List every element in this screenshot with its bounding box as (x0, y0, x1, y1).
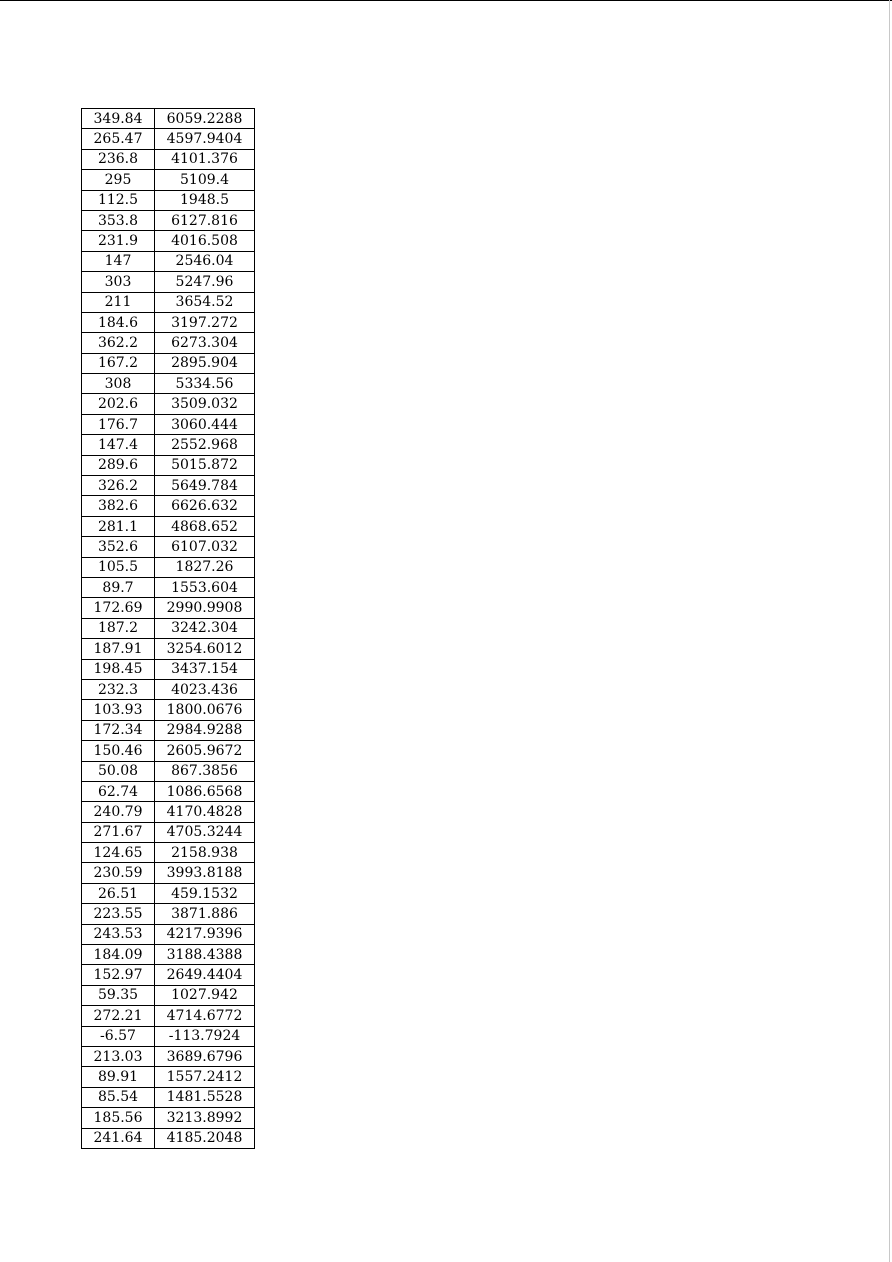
table-row (82, 741, 255, 761)
table-cell-product: 3254.6012 (155, 639, 255, 659)
table-cell-product: 4023.436 (155, 679, 255, 699)
table-row (82, 843, 255, 863)
table-cell-value: 50.08 (82, 761, 155, 781)
table-cell-product: 2990.9908 (155, 598, 255, 618)
table-row (82, 1006, 255, 1026)
table-row (82, 251, 255, 271)
table-cell-value: 185.56 (82, 1108, 155, 1128)
table-row (82, 863, 255, 883)
table-cell-value: 211 (82, 292, 155, 312)
table-cell-value: 241.64 (82, 1128, 155, 1148)
table-cell-value: 89.7 (82, 577, 155, 597)
table-row (82, 700, 255, 720)
table-cell-value: 326.2 (82, 476, 155, 496)
table-cell-product: 3654.52 (155, 292, 255, 312)
page-top-border (0, 0, 892, 1)
table-cell-value: 103.93 (82, 700, 155, 720)
table-cell-value: 308 (82, 374, 155, 394)
table-cell-product: 1481.5528 (155, 1087, 255, 1107)
table-cell-value: 184.09 (82, 945, 155, 965)
table-row (82, 190, 255, 210)
table-cell-product: 2984.9288 (155, 720, 255, 740)
table-cell-product: 3871.886 (155, 904, 255, 924)
table-cell-value: 89.91 (82, 1067, 155, 1087)
table-cell-product: 4714.6772 (155, 1006, 255, 1026)
table-cell-product: 3993.8188 (155, 863, 255, 883)
table-row (82, 292, 255, 312)
table-cell-product: 6273.304 (155, 333, 255, 353)
table-cell-value: 231.9 (82, 231, 155, 251)
table-row (82, 557, 255, 577)
table-cell-product: 5247.96 (155, 272, 255, 292)
table-row (82, 1046, 255, 1066)
table-row (82, 965, 255, 985)
table-cell-product: 4597.9404 (155, 129, 255, 149)
table-cell-product: 4170.4828 (155, 802, 255, 822)
table-cell-value: 150.46 (82, 741, 155, 761)
table-cell-value: 187.2 (82, 618, 155, 638)
table-cell-value: 236.8 (82, 149, 155, 169)
table-cell-product: 3060.444 (155, 414, 255, 434)
table-cell-product: 4101.376 (155, 149, 255, 169)
table-cell-product: 2546.04 (155, 251, 255, 271)
table-cell-product: 3188.4388 (155, 945, 255, 965)
table-row (82, 924, 255, 944)
page-right-border (889, 0, 890, 1262)
table-row (82, 761, 255, 781)
table-row (82, 1026, 255, 1046)
table-cell-value: 167.2 (82, 353, 155, 373)
table-cell-value: 362.2 (82, 333, 155, 353)
table-row (82, 496, 255, 516)
table-cell-value: 147 (82, 251, 155, 271)
table-row (82, 822, 255, 842)
table-cell-value: 352.6 (82, 537, 155, 557)
table-cell-product: 4868.652 (155, 516, 255, 536)
table-cell-value: 303 (82, 272, 155, 292)
table-cell-value: 243.53 (82, 924, 155, 944)
table-cell-product: 5334.56 (155, 374, 255, 394)
table-cell-product: 6127.816 (155, 210, 255, 230)
table-cell-product: 2605.9672 (155, 741, 255, 761)
table-cell-product: 2158.938 (155, 843, 255, 863)
table-cell-product: 3197.272 (155, 312, 255, 332)
table-cell-product: 3242.304 (155, 618, 255, 638)
table-row (82, 435, 255, 455)
table-cell-product: 1948.5 (155, 190, 255, 210)
table-row (82, 414, 255, 434)
table-row (82, 476, 255, 496)
table-row (82, 985, 255, 1005)
table-cell-value: 112.5 (82, 190, 155, 210)
table-cell-product: 3437.154 (155, 659, 255, 679)
table-row (82, 639, 255, 659)
table-cell-product: 1027.942 (155, 985, 255, 1005)
table-row (82, 945, 255, 965)
table-row (82, 1067, 255, 1087)
table-row (82, 272, 255, 292)
table-cell-value: 105.5 (82, 557, 155, 577)
table-cell-product: 5649.784 (155, 476, 255, 496)
table-cell-value: 172.34 (82, 720, 155, 740)
table-cell-product: 1800.0676 (155, 700, 255, 720)
table-cell-value: 230.59 (82, 863, 155, 883)
table-cell-product: 5015.872 (155, 455, 255, 475)
table-row (82, 516, 255, 536)
table-row (82, 333, 255, 353)
table-cell-value: 265.47 (82, 129, 155, 149)
table-row (82, 883, 255, 903)
table-cell-value: 184.6 (82, 312, 155, 332)
table-cell-value: -6.57 (82, 1026, 155, 1046)
table-cell-product: 4185.2048 (155, 1128, 255, 1148)
table-row (82, 679, 255, 699)
table-cell-product: 459.1532 (155, 883, 255, 903)
table-cell-value: 152.97 (82, 965, 155, 985)
table-row (82, 109, 255, 129)
table-cell-product: -113.7924 (155, 1026, 255, 1046)
table-cell-product: 4705.3244 (155, 822, 255, 842)
table-cell-value: 295 (82, 170, 155, 190)
table-cell-value: 187.91 (82, 639, 155, 659)
table-cell-value: 382.6 (82, 496, 155, 516)
table-cell-product: 3213.8992 (155, 1108, 255, 1128)
table-row (82, 312, 255, 332)
table-cell-value: 198.45 (82, 659, 155, 679)
table-cell-value: 202.6 (82, 394, 155, 414)
table-row (82, 1128, 255, 1148)
table-cell-product: 4016.508 (155, 231, 255, 251)
table-row (82, 149, 255, 169)
table-row (82, 904, 255, 924)
table-cell-value: 172.69 (82, 598, 155, 618)
table-cell-product: 3509.032 (155, 394, 255, 414)
table-cell-product: 3689.6796 (155, 1046, 255, 1066)
table-row (82, 802, 255, 822)
table-cell-value: 85.54 (82, 1087, 155, 1107)
table-cell-product: 2552.968 (155, 435, 255, 455)
table-cell-product: 867.3856 (155, 761, 255, 781)
table-cell-value: 240.79 (82, 802, 155, 822)
table-row (82, 210, 255, 230)
table-row (82, 353, 255, 373)
table-row (82, 394, 255, 414)
data-table (81, 108, 255, 1149)
table-cell-value: 124.65 (82, 843, 155, 863)
table-cell-value: 353.8 (82, 210, 155, 230)
table-cell-value: 271.67 (82, 822, 155, 842)
table-cell-value: 26.51 (82, 883, 155, 903)
table-cell-value: 62.74 (82, 781, 155, 801)
table-row (82, 781, 255, 801)
table-cell-product: 1557.2412 (155, 1067, 255, 1087)
table-cell-product: 1086.6568 (155, 781, 255, 801)
data-table-body (82, 109, 255, 1149)
table-cell-value: 213.03 (82, 1046, 155, 1066)
table-cell-product: 2895.904 (155, 353, 255, 373)
table-row (82, 618, 255, 638)
table-cell-value: 281.1 (82, 516, 155, 536)
table-cell-value: 223.55 (82, 904, 155, 924)
table-row (82, 1108, 255, 1128)
table-cell-value: 349.84 (82, 109, 155, 129)
table-cell-product: 6626.632 (155, 496, 255, 516)
table-cell-value: 147.4 (82, 435, 155, 455)
table-cell-value: 289.6 (82, 455, 155, 475)
table-cell-value: 176.7 (82, 414, 155, 434)
table-row (82, 1087, 255, 1107)
table-row (82, 374, 255, 394)
table-row (82, 577, 255, 597)
table-cell-product: 6059.2288 (155, 109, 255, 129)
table-cell-value: 272.21 (82, 1006, 155, 1026)
table-cell-product: 1827.26 (155, 557, 255, 577)
table-row (82, 231, 255, 251)
table-row (82, 537, 255, 557)
table-cell-product: 2649.4404 (155, 965, 255, 985)
table-cell-value: 232.3 (82, 679, 155, 699)
table-row (82, 598, 255, 618)
table-row (82, 129, 255, 149)
table-cell-product: 6107.032 (155, 537, 255, 557)
table-row (82, 720, 255, 740)
table-cell-product: 1553.604 (155, 577, 255, 597)
table-row (82, 455, 255, 475)
table-row (82, 170, 255, 190)
table-cell-value: 59.35 (82, 985, 155, 1005)
table-row (82, 659, 255, 679)
table-cell-product: 5109.4 (155, 170, 255, 190)
table-cell-product: 4217.9396 (155, 924, 255, 944)
